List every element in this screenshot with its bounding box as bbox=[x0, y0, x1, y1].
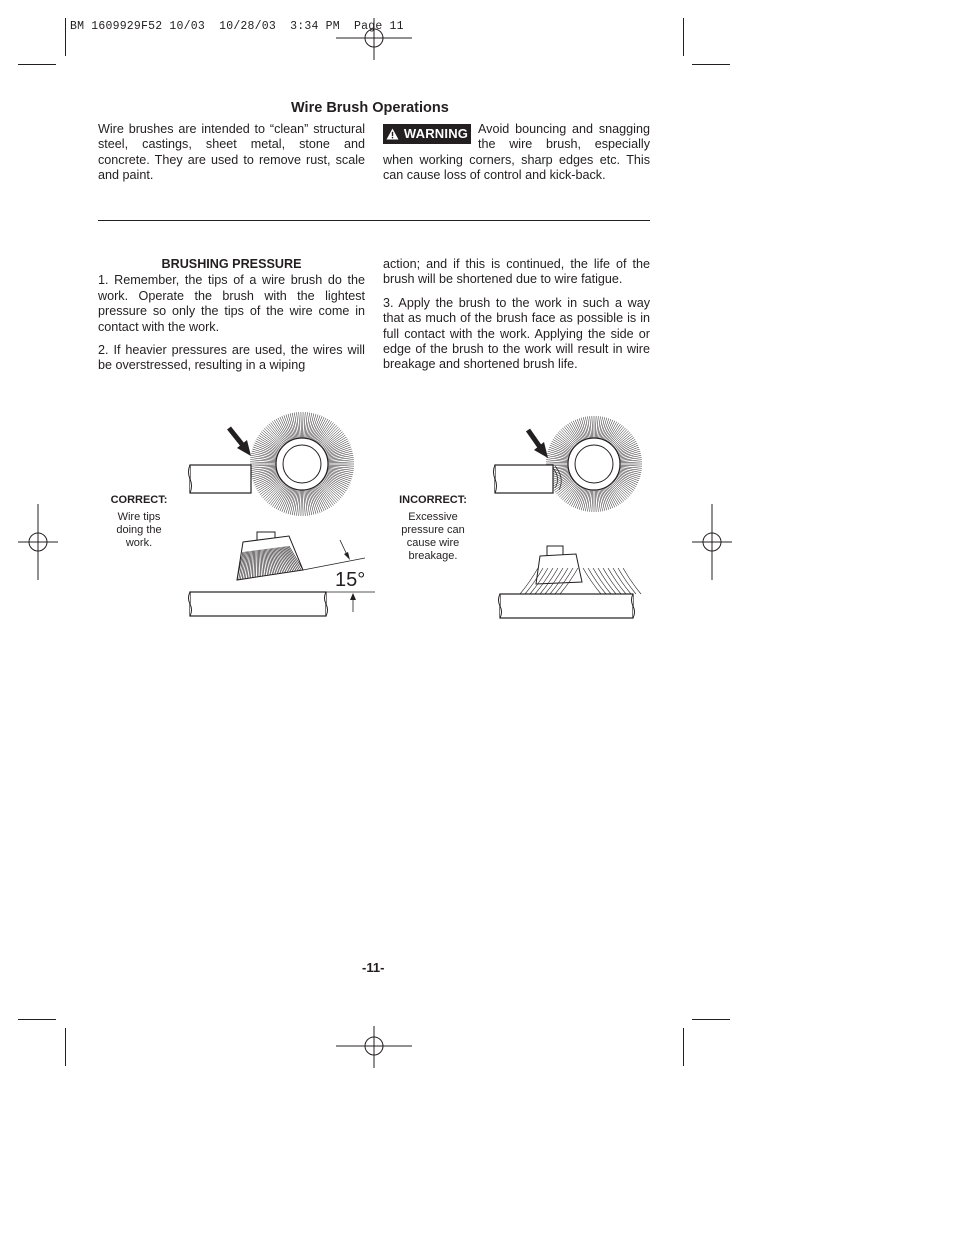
brushing-paragraph-3: 3. Apply the brush to the work in such a way that as much of the brush face as possible is in full contact with the work. Applying the side or edge of the brush to the work will result in wire breakage and shortened brush life. bbox=[383, 295, 650, 372]
registration-mark-right-icon bbox=[692, 504, 732, 580]
section-divider bbox=[98, 220, 650, 221]
section-title: Wire Brush Operations bbox=[291, 100, 449, 116]
warning-label: WARNING bbox=[403, 126, 469, 142]
incorrect-caption: Excessive pressure can cause wire breakage. bbox=[401, 511, 465, 562]
correct-title: CORRECT: bbox=[110, 494, 168, 506]
intro-paragraph bbox=[98, 122, 365, 192]
incorrect-workpiece-bottom bbox=[500, 594, 633, 618]
incorrect-label bbox=[393, 494, 473, 563]
incorrect-arrow-icon bbox=[528, 430, 548, 458]
correct-workpiece-bottom bbox=[190, 592, 326, 616]
correct-arrow-icon bbox=[229, 428, 251, 456]
warning-text: Avoid bouncing and snagging the wire brush, especially when working corners, sharp edges etc. This can cause loss of control and kick-back. bbox=[383, 122, 650, 183]
incorrect-title: INCORRECT: bbox=[399, 494, 467, 506]
warning-badge bbox=[383, 124, 471, 144]
brushing-paragraph-2-end: action; and if this is continued, the life of the brush will be shortened due to wire fatigue. bbox=[383, 257, 650, 287]
incorrect-illustration bbox=[490, 408, 650, 623]
registration-mark-top-icon bbox=[336, 18, 412, 60]
registration-mark-left-icon bbox=[18, 504, 58, 580]
correct-cup-brush bbox=[237, 532, 303, 580]
correct-illustration bbox=[185, 408, 385, 623]
registration-mark-bottom-icon bbox=[336, 1026, 412, 1068]
brushing-heading: BRUSHING PRESSURE bbox=[161, 257, 302, 271]
page-number: -11- bbox=[362, 960, 385, 975]
angle-label: 15° bbox=[335, 569, 366, 591]
intro-text: Wire brushes are intended to “clean” structural steel, castings, sheet metal, stone and concrete. They are used to remove rust, scale and paint. bbox=[98, 122, 365, 183]
brushing-paragraph-2-start: 2. If heavier pressures are used, the wires will be overstressed, resulting in a wiping bbox=[98, 343, 365, 373]
warning-triangle-icon bbox=[386, 128, 399, 140]
correct-caption: Wire tips doing the work. bbox=[116, 511, 162, 549]
correct-label bbox=[104, 494, 174, 550]
warning-block bbox=[383, 122, 650, 184]
printer-slug: BM 1609929F52 10/03 10/28/03 3:34 PM Page 11 bbox=[70, 20, 404, 33]
brushing-column-left bbox=[98, 257, 365, 382]
brushing-column-right bbox=[383, 257, 650, 381]
incorrect-cup-brush bbox=[520, 546, 641, 594]
brushing-paragraph-1: 1. Remember, the tips of a wire brush do the work. Operate the brush with the lightest pressure so only the tips of the wire come in contact with the work. bbox=[98, 273, 365, 334]
incorrect-workpiece-top bbox=[495, 465, 553, 493]
correct-workpiece-top bbox=[190, 465, 251, 493]
